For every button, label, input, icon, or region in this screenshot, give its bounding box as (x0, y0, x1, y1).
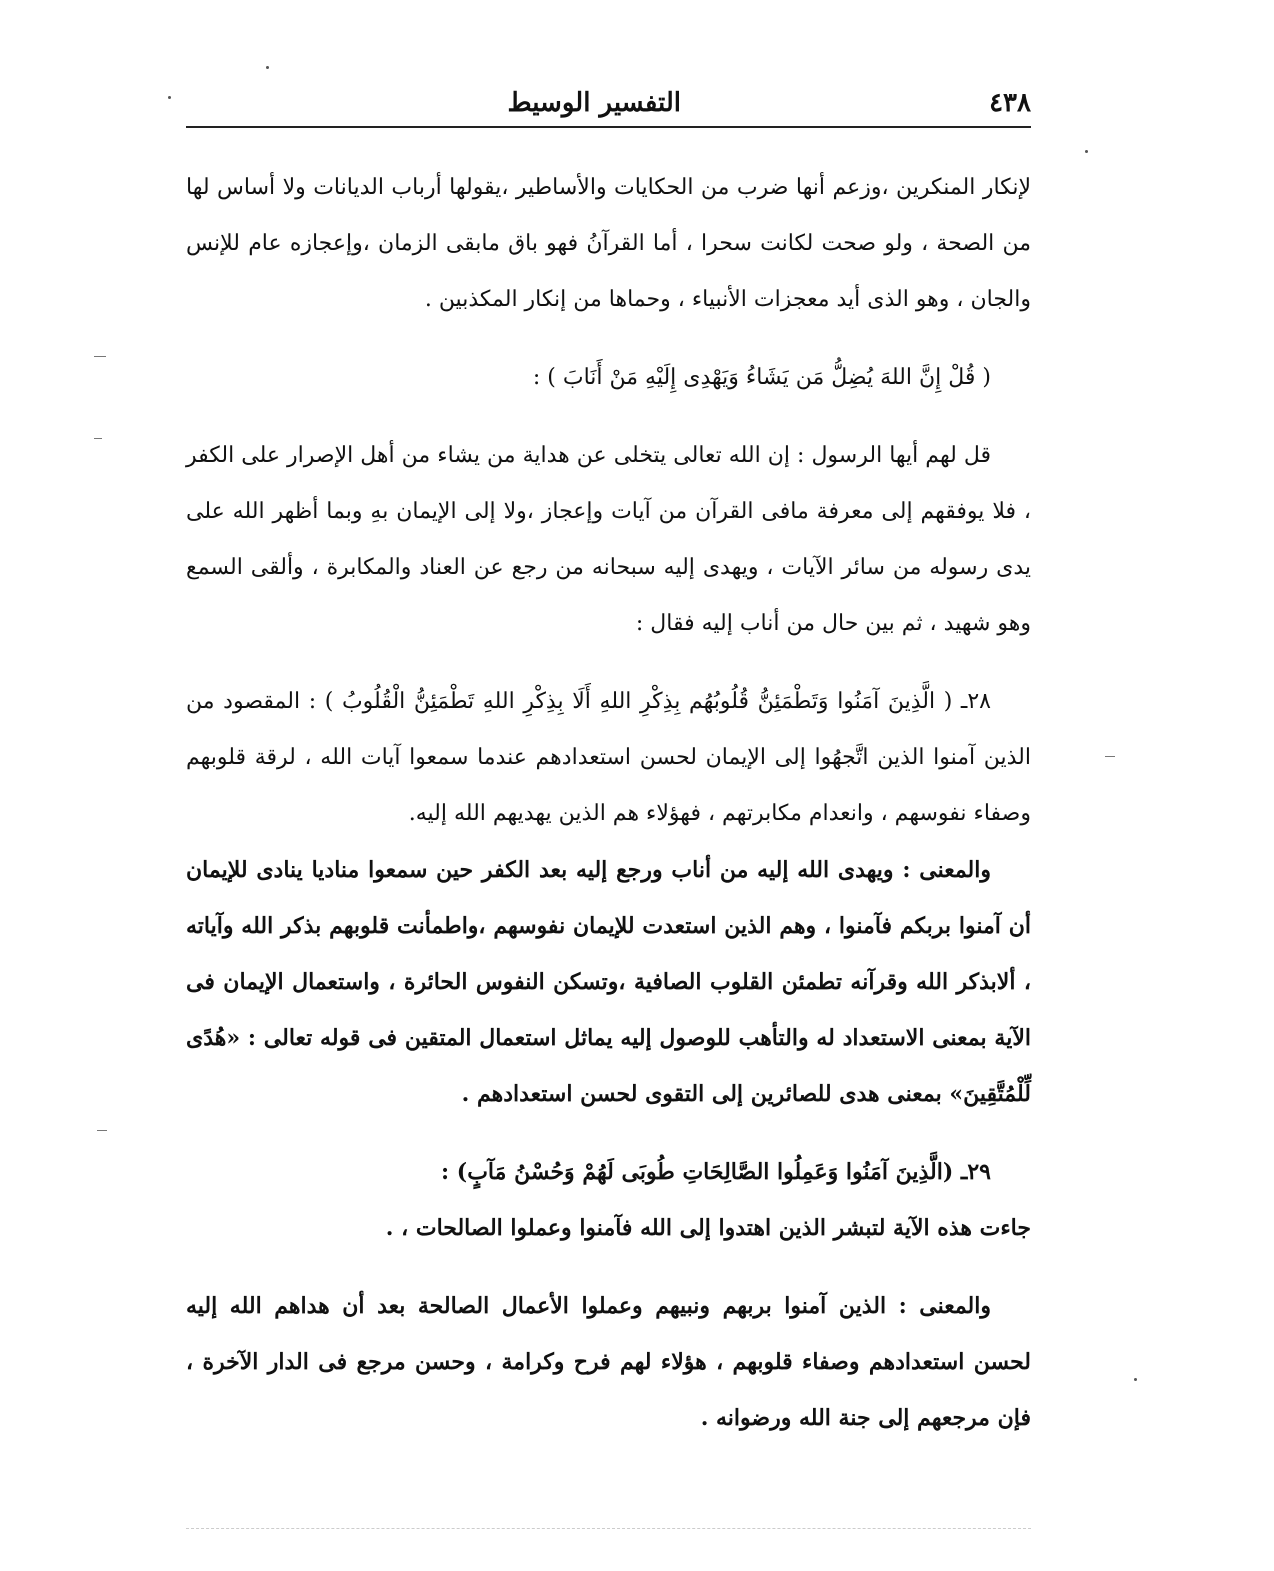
verse-29-intro: جاءت هذه الآية لتبشر الذين اهتدوا إلى الله فآمنوا وعملوا الصالحات ، . (385, 1215, 1031, 1241)
verse-heading: ( قُلْ إِنَّ اللهَ يُضِلُّ مَن يَشَاءُ وَيَهْدِى إِلَيْهِ مَنْ أَنَابَ ) : (532, 365, 991, 390)
scan-mark (94, 438, 102, 439)
spacer (186, 652, 1031, 674)
spacer (186, 1122, 1031, 1144)
scan-speck (1085, 150, 1088, 153)
meaning-paragraph-29: والمعنى : الذين آمنوا بربهم ونبيهم وعملوا الأعمال الصالحة بعد أن هداهم الله إليه لحسن استعدادهم وصفاء قلوبهم ، هؤلاء لهم فرح وكرامة ، وحسن مرجع فى الدار الآخرة ، فإن مرجعهم إلى جنة الله ورضوانه . (186, 1293, 1031, 1431)
scan-mark (1105, 756, 1115, 757)
body-text (186, 160, 1031, 1446)
header-divider (186, 126, 1031, 128)
meaning-paragraph-28: والمعنى : ويهدى الله إليه من أناب ورجع إليه بعد الكفر حين سمعوا مناديا ينادى للإيمان أن آمنوا بربكم فآمنوا ، وهم الذين استعدت للإيمان نفوسهم ،واطمأنت قلوبهم بذكر الله وآياته ، ألابذكر الله وقرآنه تطمئن القلوب الصافية ،وتسكن النفوس الحائرة ، واستعمال الإيمان فى الآية بمعنى الاستعداد له والتأهب للوصول إليه يماثل استعمال المتقين فى قوله تعالى : «هُدًى لِّلْمُتَّقِينَ» بمعنى هدى للصائرين إلى التقوى لحسن استعدادهم . (186, 857, 1031, 1107)
paragraph-intro: لإنكار المنكرين ،وزعم أنها ضرب من الحكايات والأساطير ،يقولها أرباب الديانات ولا أساس لها من الصحة ، ولو صحت لكانت سحرا ، أما القرآنُ فهو باق مابقى الزمان ،وإعجازه عام للإنس والجان ، وهو الذى أيد معجزات الأنبياء ، وحماها من إنكار المكذبين . (186, 175, 1031, 312)
scan-speck (266, 66, 269, 69)
running-title: التفسير الوسيط (507, 88, 681, 118)
scan-speck (1134, 1378, 1137, 1381)
scan-mark (94, 356, 106, 357)
paragraph-commentary: قل لهم أيها الرسول : إن الله تعالى يتخلى عن هداية من يشاء من أهل الإصرار على الكفر ، فلا يوفقهم إلى معرفة مافى القرآن من آيات وإعجاز ،ولا إلى الإيمان بهِ وبما أظهر الله على يدى رسوله من سائر الآيات ، ويهدى إليه سبحانه من رجع عن العناد والمكابرة ، وألقى السمع وهو شهيد ، ثم بين حال من أناب إليه فقال : (186, 443, 1031, 636)
scan-mark (97, 1130, 107, 1131)
spacer (186, 406, 1031, 428)
scan-speck (168, 96, 171, 99)
page-bottom-edge (186, 1528, 1031, 1529)
verse-28-paragraph: ٢٨ـ ( الَّذِينَ آمَنُوا وَتَطْمَئِنُّ قُلُوبُهُم بِذِكْرِ اللهِ أَلَا بِذِكْرِ اللهِ تَطْمَئِنُّ الْقُلُوبُ ) : المقصود من الذين آمنوا الذين اتَّجهُوا إلى الإيمان لحسن استعدادهم عندما سمعوا آيات الله ، لرقة قلوبهم وصفاء نفوسهم ، وانعدام مكابرتهم ، فهؤلاء هم الذين يهديهم الله إليه. (186, 689, 1031, 826)
spacer (186, 1256, 1031, 1278)
page-number: ٤٣٨ (989, 88, 1031, 118)
verse-29-heading: ٢٩ـ (الَّذِينَ آمَنُوا وَعَمِلُوا الصَّالِحَاتِ طُوبَى لَهُمْ وَحُسْنُ مَآبٍ) : (441, 1159, 991, 1185)
page-header (186, 86, 1031, 126)
spacer (186, 328, 1031, 350)
